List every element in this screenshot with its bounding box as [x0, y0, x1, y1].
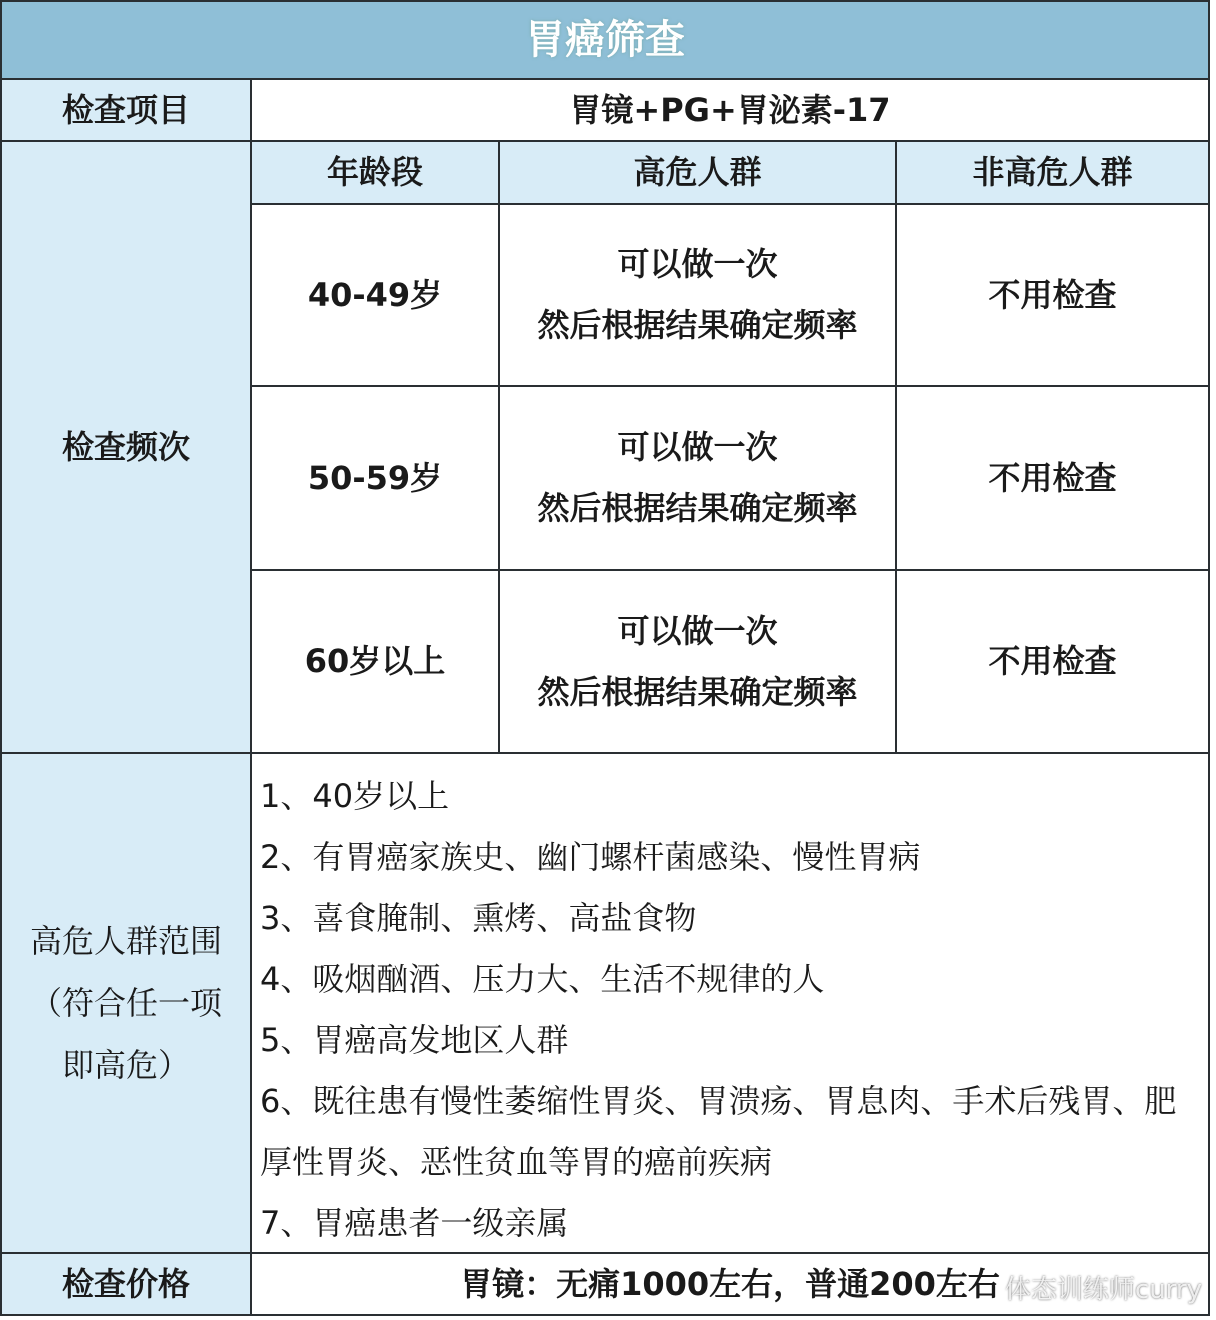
header-high-risk: 高危人群	[498, 140, 897, 205]
frequency-label: 检查频次	[0, 140, 252, 754]
high-risk-line: 然后根据结果确定频率	[537, 306, 858, 344]
header-age: 年龄段	[250, 140, 500, 205]
high-risk-line: 可以做一次	[617, 428, 778, 467]
list-item: 7、胃癌患者一级亲属	[260, 1204, 569, 1242]
price-label: 检查价格	[0, 1252, 252, 1316]
list-item: 3、喜食腌制、熏烤、高盐食物	[260, 899, 697, 937]
list-item: 2、有胃癌家族史、幽门螺杆菌感染、慢性胃病	[260, 838, 921, 876]
price-value: 胃镜：无痛1000左右，普通200左右	[250, 1252, 1210, 1316]
watermark: 体态训练师curry	[1004, 1275, 1202, 1305]
label-line: 即高危）	[61, 1046, 190, 1084]
high-risk-line: 然后根据结果确定频率	[537, 489, 858, 527]
exam-item-value: 胃镜+PG+胃泌素-17	[250, 78, 1210, 142]
list-item: 6、既往患有慢性萎缩性胃炎、胃溃疡、胃息肉、手术后残胃、肥厚性胃炎、恶性贫血等胃的癌前疾病	[260, 1082, 1177, 1181]
header-non-high-risk: 非高危人群	[895, 140, 1210, 205]
high-risk-cell	[498, 203, 897, 387]
list-item: 5、胃癌高发地区人群	[260, 1021, 569, 1059]
non-high-risk-cell: 不用检查	[895, 569, 1210, 754]
high-risk-list	[250, 752, 1210, 1254]
age-cell: 50-59岁	[250, 385, 500, 571]
exam-item-label: 检查项目	[0, 78, 252, 142]
high-risk-label	[0, 752, 252, 1254]
high-risk-line: 然后根据结果确定频率	[537, 672, 858, 711]
table-title: 胃癌筛查	[0, 0, 1210, 80]
high-risk-line: 可以做一次	[617, 611, 778, 650]
list-item: 1、40岁以上	[260, 777, 450, 815]
label-line: （符合任一项	[29, 984, 222, 1022]
high-risk-cell	[498, 569, 897, 754]
age-cell: 60岁以上	[250, 569, 500, 754]
high-risk-cell	[498, 385, 897, 571]
high-risk-line: 可以做一次	[617, 245, 778, 284]
age-cell: 40-49岁	[250, 203, 500, 387]
list-item: 4、吸烟酗酒、压力大、生活不规律的人	[260, 960, 825, 998]
non-high-risk-cell: 不用检查	[895, 203, 1210, 387]
non-high-risk-cell: 不用检查	[895, 385, 1210, 571]
label-line: 高危人群范围	[29, 922, 222, 960]
